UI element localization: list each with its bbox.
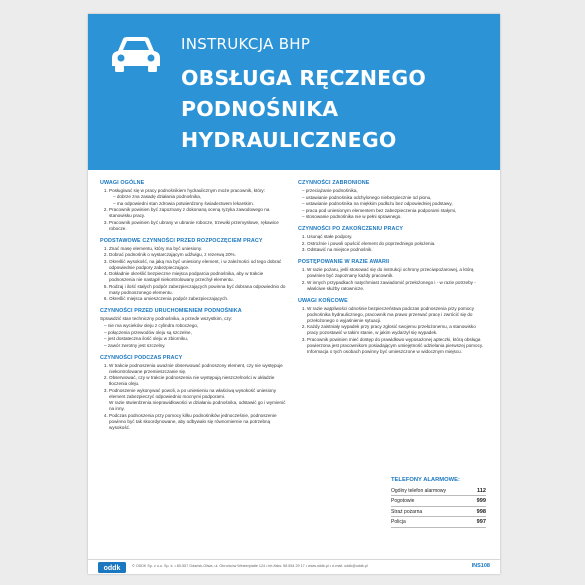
- phone-row: [391, 486, 486, 496]
- sublist: [109, 194, 290, 207]
- list-item: 3. Określić wysokość, na jaką ma być uniesiony element, i w zależności od tego dobrać odpowiednie podpory zabezpieczające.: [109, 259, 290, 271]
- section-note: W razie stwierdzenia nieprawidłowości w działaniu podnośnika, odstawić go i wymienić na inny.: [109, 399, 286, 411]
- general-list: [100, 188, 290, 232]
- footer: [88, 559, 500, 574]
- section-heading-general: UWAGI OGÓLNE: [100, 180, 145, 186]
- phone-row: [391, 496, 486, 506]
- final-remarks-list: [298, 306, 488, 355]
- list-item: 1. Usunąć stałe podpory.: [307, 234, 488, 240]
- left-column: [100, 180, 290, 431]
- list-item: – stosowanie podnośnika nie w pełni sprawnego.: [302, 214, 488, 220]
- svg-text:oddk: oddk: [103, 565, 121, 572]
- document-title-line-3: HYDRAULICZNEGO: [181, 128, 397, 152]
- during-work-list: [100, 363, 290, 431]
- after-work-list: [298, 234, 488, 253]
- list-item: – jest dostateczna ilość oleju w zbiorniku,: [104, 336, 290, 342]
- list-item: 1. Znać masę elementu, który ma być uniesiony.: [109, 246, 290, 252]
- list-item: 1. Posługiwać się w pracy podnośnikiem hydraulicznym może pracownik, który: – dobrze zna zasadę działania podnośnika, – ma odpowiedni stan zdrowia potwierdzony świadectwem lekarskim.: [109, 188, 290, 207]
- section-heading-emergency: POSTĘPOWANIE W RAZIE AWARII: [298, 259, 390, 265]
- list-item: 3. Odstawić na miejsce podnośnik.: [307, 247, 488, 253]
- list-item: 1. W razie wątpliwości odnośnie bezpieczeństwa podczas podnoszenia przy pomocy podnośnika hydraulicznego, pracownik ma prawo przerwać pracę i zwrócić się do przełożonego o wyjaśnienie sytuacji.: [307, 306, 488, 324]
- section-heading-forbidden: CZYNNOŚCI ZABRONIONE: [298, 180, 370, 186]
- basic-activities-list: [100, 246, 290, 303]
- document-title-line-2: PODNOŚNIKA: [181, 97, 339, 121]
- list-item: 4. Podczas podnoszenia przy pomocy kilku podnośników jednocześnie, podnoszenie powinno być tak skoordynowane, aby odbywało się równomiernie na potrzebną wysokość.: [109, 413, 290, 431]
- phone-number: 999: [476, 498, 486, 505]
- list-item: – nie ma wycieków oleju z cylindra roboczego,: [104, 323, 290, 329]
- sub-item: – ma odpowiedni stan zdrowia potwierdzony świadectwem lekarskim.: [113, 201, 290, 207]
- emergency-list: [298, 267, 488, 292]
- list-item: – praca pod uniesionym elementem bez zabezpieczenia podporami stałymi,: [302, 208, 488, 214]
- list-item: – przeciążanie podnośnika,: [302, 188, 488, 194]
- sub-item: – dobrze zna zasadę działania podnośnika,: [113, 194, 290, 200]
- list-item: – zawór zwrotny jest szczelny.: [104, 343, 290, 349]
- list-item: 5. Rodzaj i ilość stałych podpór zabezpieczających powinna być dobrana odpowiednio do masy podnoszonego elementu.: [109, 284, 290, 296]
- before-start-list: [100, 323, 290, 349]
- list-item: – ustawianie podnośnika na miękkim podłożu bez odpowiedniej podstawy,: [302, 201, 488, 207]
- list-item: 1. W trakcie podnoszenia uważnie obserwować podnoszony element, czy nie występuje niekontrolowane przemieszczanie się.: [109, 363, 290, 375]
- list-item: 2. Obserwować, czy w trakcie podnoszenia nie występują nieszczelności w układzie tłoczenia oleju.: [109, 375, 290, 387]
- forbidden-list: [298, 188, 488, 220]
- list-item: 3. Pracownik powinien mieć dostęp do prawidłowo wyposażonej apteczki, którą obsługa powierzona jest pracownikom posiadającym umiejętność udzielania pierwszej pomocy. Informacja o tych osobach powinny być umieszczone w widocznym miejscu.: [307, 337, 488, 355]
- phone-row: [391, 517, 486, 527]
- list-item: 3. Pracownik powinien być ubrany w ubranie robocze, trzewiki przemysłowe, rękawice robocze.: [109, 220, 290, 232]
- instruction-sheet: [88, 14, 500, 574]
- phone-label: Pogotowie: [391, 498, 415, 505]
- phone-number: 998: [476, 508, 486, 515]
- list-item: 2. Ostrożnie i powoli opuścić element do poprzedniego położenia.: [307, 241, 488, 247]
- list-item: 2. Pracownik powinien być zapoznany z dokonaną oceną ryzyka zawodowego na stanowisku pracy.: [109, 207, 290, 219]
- list-item: 2. Dobrać podnośnik o wystarczającym udźwigu, z rezerwą 20%.: [109, 252, 290, 258]
- section-heading-after-work: CZYNNOŚCI PO ZAKOŃCZENIU PRACY: [298, 226, 404, 232]
- document-code: INS108: [471, 563, 490, 569]
- oddk-logo: [98, 562, 126, 573]
- list-item: 2. W innych przypadkach natychmiast zawiadomić przełożonego i - w razie potrzeby - właściwe służby ratownicze.: [307, 280, 488, 292]
- list-item: – połączenia przewodów oleju są szczelne,: [104, 330, 290, 336]
- car-icon: [108, 33, 164, 75]
- document-subtitle: INSTRUKCJA BHP: [181, 35, 311, 53]
- section-heading-during-work: CZYNNOŚCI PODCZAS PRACY: [100, 354, 183, 361]
- phone-label: Straż pożarna: [391, 508, 423, 515]
- right-column: [298, 180, 488, 355]
- phone-label: Policja: [391, 518, 406, 525]
- section-heading-before-start: CZYNNOŚCI PRZED URUCHOMIENIEM PODNOŚNIKA: [100, 308, 242, 314]
- list-item: 1. W razie pożaru, jeśli stosować się do instrukcji ochrony przeciwpożarowej, a którą powinien być zapoznany każdy pracownik.: [307, 267, 488, 279]
- header-banner: [88, 14, 500, 170]
- section-heading-final-remarks: UWAGI KOŃCOWE: [298, 297, 348, 304]
- list-item: 3. Podnoszenie wykonywać powoli, a po uniesieniu na właściwą wysokość uniesiony element zabezpieczyć odpowiednio mocnymi podporami. W razie stwierdzenia nieprawidłowości w działaniu podnośnika, odstawić go i wymienić na inny.: [109, 388, 290, 412]
- phone-number: 112: [476, 487, 486, 494]
- list-item: 2. Każdy zaistniały wypadek przy pracy zgłosić swojemu przełożonemu, a stanowisko pracy pozostawić w takim stanie, w jakim wydarzył się wypadek.: [307, 324, 488, 336]
- list-item: 6. Określić miejsca umieszczenia podpór zabezpieczających.: [109, 296, 290, 302]
- list-item: 4. Dokładnie określić bezpieczne miejsca podparcia podnośnika, aby w trakcie podnoszenia nie nastąpił niekontrolowany przechył elementu.: [109, 271, 290, 283]
- document-title-line-1: OBSŁUGA RĘCZNEGO: [181, 66, 427, 90]
- phones-heading: TELEFONY ALARMOWE:: [391, 477, 460, 483]
- phone-row: [391, 507, 486, 517]
- phone-label: Ogólny telefon alarmowy: [391, 487, 447, 494]
- section-intro: Sprawdzić stan techniczny podnośnika, a przede wszystkim, czy:: [100, 316, 233, 321]
- emergency-phones: [391, 477, 486, 528]
- phone-number: 997: [476, 518, 486, 525]
- footer-contact: © ODDK Sp. z o.o. Sp. k. • 80-557 Gdańsk-Oliwa, ul. Obrońców Westerplatte 124 • tel./faks: 58 554 29 17 • www.oddk.pl • e-mail: oddk@oddk.pl: [132, 564, 368, 568]
- section-heading-basic-activities: PODSTAWOWE CZYNNOŚCI PRZED ROZPOCZĘCIEM PRACY: [100, 237, 263, 244]
- list-item: – ustawianie podnośnika odchylonego niebezpiecznie od pionu,: [302, 195, 488, 201]
